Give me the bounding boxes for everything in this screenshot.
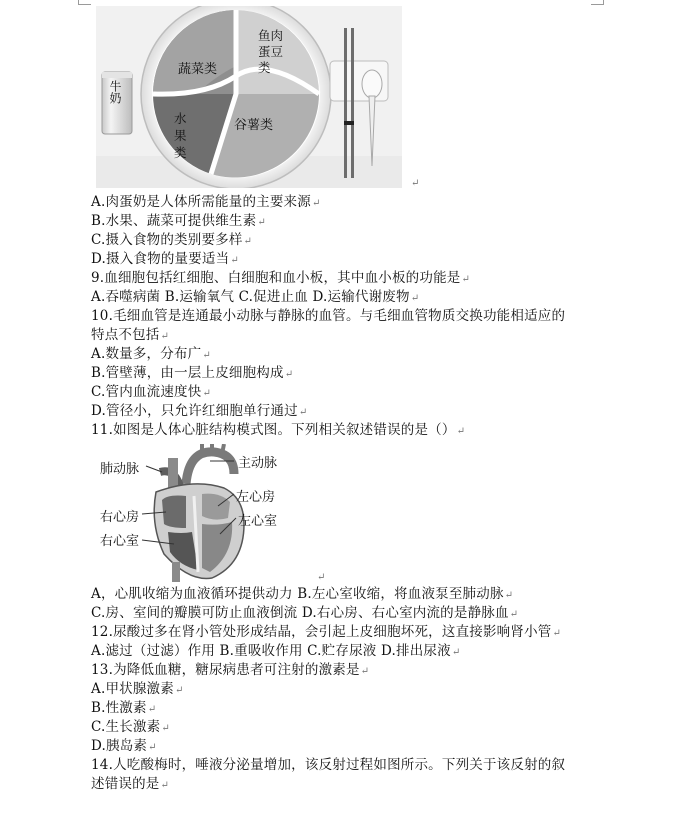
page-corner-mark-top-right [591, 0, 604, 5]
option-8a: A.肉蛋奶是人体所需能量的主要来源↵ [91, 194, 321, 210]
right-ventricle-label: 右心室 [100, 534, 140, 549]
question-12-options: A.滤过（过滤）作用 B.重吸收作用 C.贮存尿液 D.排出尿液↵ [91, 643, 461, 659]
question-9-options: A.吞噬病菌 B.运输氧气 C.促进止血 D.运输代谢废物↵ [91, 289, 420, 305]
left-ventricle-label: 左心室 [238, 514, 278, 529]
question-11-options-ab: A，心肌收缩为血液循环提供动力 B.左心室收缩，将血液泵至肺动脉↵ [91, 586, 514, 602]
balanced-diet-plate-figure [96, 6, 402, 188]
option-13a: A.甲状腺激素↵ [91, 681, 184, 697]
option-13d: D.胰岛素↵ [91, 738, 157, 754]
option-8d: D.摄入食物的量要适当↵ [91, 251, 239, 267]
left-atrium-label: 左心房 [236, 490, 276, 505]
option-10a: A.数量多，分布广↵ [91, 346, 211, 362]
question-14-line-1: 14.人吃酸梅时，唾液分泌量增加，该反射过程如图所示。下列关于该反射的叙 [91, 757, 566, 773]
question-9: 9.血细胞包括红细胞、白细胞和血小板，其中血小板的功能是↵ [91, 270, 471, 286]
heart-structure-figure [94, 444, 304, 584]
option-13c: C.生长激素↵ [91, 719, 170, 735]
vegetables-label: 蔬菜类 [178, 62, 218, 77]
option-10d: D.管径小，只允许红细胞单行通过↵ [91, 403, 308, 419]
question-11-options-cd: C.房、室间的瓣膜可防止血液倒流 D.右心房、右心室内流的是静脉血↵ [91, 605, 519, 621]
right-atrium-label: 右心房 [100, 510, 140, 525]
heart-diagram-icon [154, 444, 244, 582]
question-12: 12.尿酸过多在肾小管处形成结晶，会引起上皮细胞坏死，这直接影响肾小管↵ [91, 624, 562, 640]
pulmonary-artery-label: 肺动脉 [100, 462, 140, 477]
option-8b: B.水果、蔬菜可提供维生素↵ [91, 213, 266, 229]
option-13b: B.性激素↵ [91, 700, 157, 716]
option-10b: B.管壁薄，由一层上皮细胞构成↵ [91, 365, 294, 381]
question-14-line-2: 述错误的是↵ [91, 776, 170, 792]
question-13: 13.为降低血糖，糖尿病患者可注射的激素是↵ [91, 662, 370, 678]
option-10c: C.管内血流速度快↵ [91, 384, 212, 400]
fruit-label: 水果类 [174, 111, 187, 160]
page-corner-mark-top-left [78, 0, 91, 5]
grains-label: 谷薯类 [234, 118, 274, 133]
paragraph-mark: ↵ [317, 572, 326, 583]
question-10-line-1: 10.毛细血管是连通最小动脉与静脉的血管。与毛细血管物质交换功能相适应的 [91, 308, 566, 324]
question-10-line-2: 特点不包括↵ [91, 327, 170, 343]
question-11: 11.如图是人体心脏结构模式图。下列相关叙述错误的是（）↵ [91, 422, 466, 438]
option-8c: C.摄入食物的类别要多样↵ [91, 232, 253, 248]
fish-meat-egg-beans-label: 鱼肉蛋豆类 [258, 28, 284, 75]
paragraph-mark: ↵ [411, 178, 420, 189]
milk-label: 牛奶 [108, 80, 122, 104]
aorta-label: 主动脉 [238, 456, 278, 471]
